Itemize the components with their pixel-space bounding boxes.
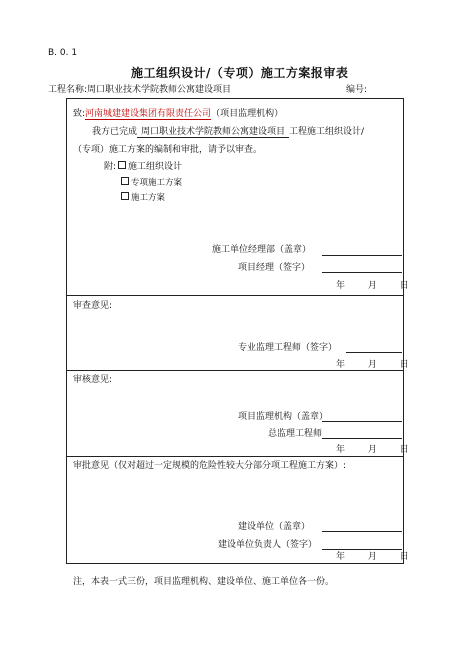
review-engineer-label: 专业监理工程师（签字） bbox=[238, 343, 338, 353]
chief-engineer-signature-line[interactable] bbox=[322, 438, 402, 439]
owner-seal-label: 建设单位（盖章） bbox=[238, 522, 311, 532]
supervision-seal-line[interactable] bbox=[322, 421, 402, 422]
chief-engineer-label: 总监理工程师 bbox=[268, 429, 323, 439]
attachment-option-label: 施工方案 bbox=[131, 193, 166, 203]
form-table bbox=[66, 98, 404, 564]
footer-note: 注，本表一式三份，项目监理机构、建设单位、施工单位各一份。 bbox=[73, 577, 335, 587]
review-date: 年 月 日 bbox=[336, 360, 419, 370]
form-code: B. 0. 1 bbox=[48, 48, 78, 58]
page-title: 施工组织设计/（专项）施工方案报审表 bbox=[131, 66, 349, 80]
checkbox-icon[interactable] bbox=[118, 161, 126, 169]
submission-date: 年 月 日 bbox=[336, 281, 419, 291]
audit-date: 年 月 日 bbox=[336, 445, 419, 455]
body-prefix: 我方已完成 bbox=[92, 127, 138, 137]
review-signature-line[interactable] bbox=[346, 352, 402, 353]
project-manager-signature-line[interactable] bbox=[322, 272, 402, 273]
supervision-seal-label: 项目监理机构（盖章） bbox=[238, 412, 329, 422]
contractor-seal-line[interactable] bbox=[322, 255, 402, 256]
addressee-prefix: 致: bbox=[73, 109, 86, 119]
approval-date: 年 月 日 bbox=[336, 552, 419, 562]
audit-heading: 审核意见: bbox=[73, 375, 113, 385]
submission-body-line1 bbox=[92, 126, 364, 138]
attachment-option-label: 施工组织设计 bbox=[128, 162, 183, 172]
review-heading: 审查意见: bbox=[73, 301, 113, 311]
body-line1-suffix: 工程施工组织设计/ bbox=[289, 127, 365, 137]
project-manager-label: 项目经理（签字） bbox=[238, 263, 311, 273]
section-divider bbox=[66, 295, 404, 296]
project-name-value: 周口职业技术学院教师公寓建设项目 bbox=[87, 85, 232, 95]
addressee-line bbox=[73, 108, 283, 120]
attachment-checkbox[interactable] bbox=[121, 177, 182, 189]
addressee-suffix: （项目监理机构） bbox=[211, 109, 284, 119]
attachment-option-label: 专项施工方案 bbox=[131, 178, 183, 188]
submission-body-line2: （专项）施工方案的编制和审批，请予以审查。 bbox=[73, 145, 263, 155]
attachment-label: 附: bbox=[104, 162, 117, 172]
serial-number-label: 编号: bbox=[346, 85, 368, 95]
body-project-name: 周口职业技术学院教师公寓建设项目 bbox=[137, 127, 289, 138]
attachment-checkbox[interactable] bbox=[118, 161, 182, 173]
owner-representative-label: 建设单位负责人（签字） bbox=[218, 540, 318, 550]
owner-representative-signature-line[interactable] bbox=[322, 549, 402, 550]
attachment-checkbox[interactable] bbox=[121, 192, 165, 204]
project-name-label: 工程名称: bbox=[48, 85, 88, 95]
addressee-company: 河南城建建设集团有限责任公司 bbox=[85, 109, 212, 119]
owner-seal-line[interactable] bbox=[322, 531, 402, 532]
approval-heading: 审批意见（仅对超过一定规模的危险性较大分部分项工程施工方案）: bbox=[73, 461, 347, 471]
section-divider bbox=[66, 456, 404, 457]
project-name-row bbox=[48, 84, 231, 96]
checkbox-icon[interactable] bbox=[121, 192, 129, 200]
checkbox-icon[interactable] bbox=[121, 177, 129, 185]
contractor-seal-label: 施工单位经理部（盖章） bbox=[212, 245, 312, 255]
